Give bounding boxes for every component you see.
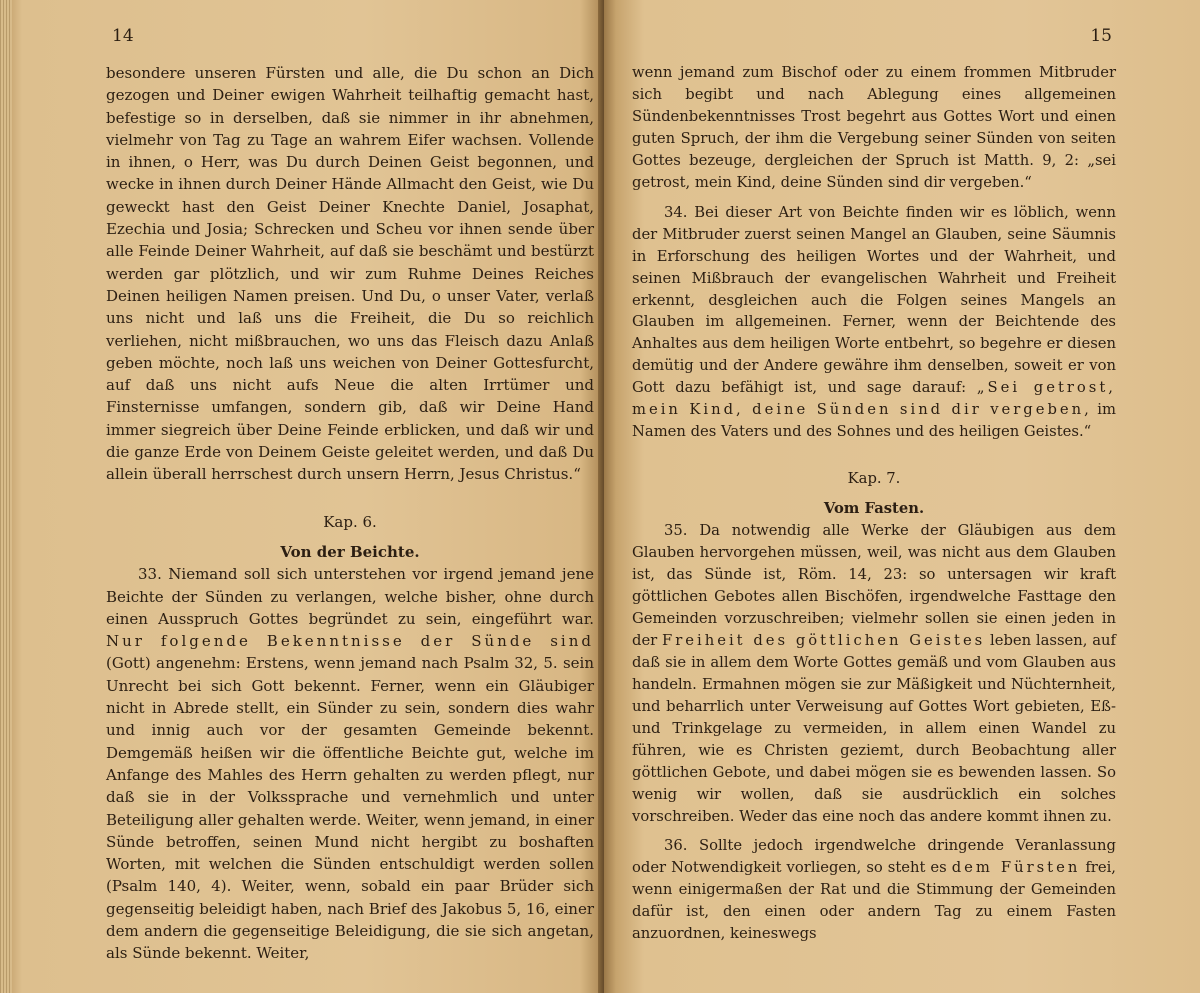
paragraph-33-continued: wenn jemand zum Bischof oder zu einem frommen Mitbruder sich begibt und nach Ablegung eines allgemeinen Sündenbekenntnisses Trost begehrt aus Gottes Wort und einen guten Spruch, der ihm die Vergebung seiner Sünden von seiten Gottes bezeuge, dergleichen der Spruch ist Matth. 9, 2: „sei getrost, mein Kind, deine Sünden sind dir vergeben.“ xyxy=(632,64,1116,191)
chapter-label-7: Kap. 7. xyxy=(847,470,901,488)
right-page xyxy=(604,0,1200,993)
chapter-label-6: Kap. 6. xyxy=(323,512,377,531)
page-number-right: 15 xyxy=(1090,26,1112,46)
left-page-text xyxy=(106,62,594,965)
paragraph-33: 33. Niemand soll sich unterstehen vor irgend jemand jene Beichte der Sünden zu verlangen, welche bisher, ohne durch einen Ausspruch Gottes begründet zu sein, eingeführt war. Nur folgende Bekenntnisse der Sünde sind (Gott) angenehm: Erstens, wenn jemand nach Psalm 32, 5. sein Unrecht bei sich Gott bekennt. Ferner, wenn ein Gläubiger nicht in Abrede stellt, ein Sünder zu sein, sondern dies wahr und innig auch vor der gesamten Gemeinde bekennt. Demgemäß heißen wir die öffentliche Beichte gut, welche im Anfange des Mahles des Herrn gehalten zu werden pflegt, nur daß sie in der Volkssprache und vernehmlich und unter Beteiligung aller gehalten werde. Weiter, wenn jemand, in einer Sünde betroffen, seinen Mund nicht hergibt zu boshaften Worten, mit welchen die Sünden entschuldigt werden sollen (Psalm 140, 4). Weiter, wenn, sobald ein paar Brüder sich gegenseitig beleidigt haben, nach Brief des Jakobus 5, 16, einer dem andern die gegenseitige Beleidigung, die sie sich angetan, als Sünde bekennt. Weiter, xyxy=(106,565,594,963)
paragraph-35: 35. Da notwendig alle Werke der Gläubigen aus dem Glauben hervorgehen müssen, weil, was nicht aus dem Glauben ist, das Sünde ist, Röm. 14, 23: so untersagen wir kraft göttlichen Gebotes allen Bischöfen, irgendwelche Fasttage den Gemeinden vorzuschreiben; vielmehr sollen sie einen jeden in der Freiheit des göttlichen Geistes leben lassen, auf daß sie in allem dem Worte Gottes gemäß und vom Glauben aus handeln. Ermahnen mögen sie zur Mäßigkeit und Nüchternheit, und beharrlich unter Verweisung auf Gottes Wort gebieten, Eß- und Trinkgelage zu vermeiden, in allem einen Wandel zu führen, wie es Christen geziemt, durch Beobachtung aller göttlichen Gebote, und dabei mögen sie es bewenden lassen. So wenig wir wollen, daß sie ausdrücklich ein solches vorschreiben. Weder das eine noch das andere kommt ihnen zu. xyxy=(632,522,1116,825)
chapter-title-6: Von der Beichte. xyxy=(280,542,420,561)
spaced-emphasis: „Sei getrost, mein Kind, deine Sünden sind dir vergeben, xyxy=(632,379,1116,419)
right-page-text xyxy=(632,62,1116,945)
prayer-paragraph: besondere unseren Fürsten und alle, die Du schon an Dich gezogen und Deiner ewigen Wahrheit teilhaftig gemacht hast, befestige so in derselben, daß sie nimmer in ihr abnehmen, vielmehr von Tag zu Tage an wahrem Eifer wachsen. Vollende in ihnen, o Herr, was Du durch Deinen Geist begonnen, und wecke in ihnen durch Deiner Hände Allmacht den Geist, wie Du geweckt hast den Geist Deiner Knechte Daniel, Josaphat, Ezechia und Josia; Schrecken und Scheu vor ihnen sende über alle Feinde Deiner Wahrheit, auf daß sie beschämt und bestürzt werden gar plötzlich, und wir zum Ruhme Deines Reiches Deinen heiligen Namen preisen. Und Du, o unser Vater, verlaß uns nicht und laß uns die Freiheit, die Du so reichlich verliehen, nicht mißbrauchen, wo uns das Fleisch dazu Anlaß geben möchte, noch laß uns weichen von Deiner Gottesfurcht, auf daß uns nicht aufs Neue die alten Irrtümer und Finsternisse umfangen, sondern gib, daß wir Deine Hand immer siegreich über Deine Feinde erblicken, und daß wir und die ganze Erde von Deinem Geiste geleitet werden, und daß Du allein überall herrschest durch unsern Herrn, Jesus Christus.“ xyxy=(106,64,594,484)
spaced-emphasis: dem Fürsten xyxy=(951,859,1081,877)
paragraph-34: 34. Bei dieser Art von Beichte finden wir es löblich, wenn der Mitbruder zuerst seinen Mangel an Glauben, seine Säumnis in Erforschung des heiligen Wortes und der Wahrheit, und seinen Mißbrauch der evangelischen Wahrheit und Freiheit erkennt, desgleichen auch die Folgen seines Mangels an Glauben im allgemeinen. Ferner, wenn der Beichtende des Anhaltes aus dem heiligen Worte entbehrt, so begehre er diesen demütig und der Andere gewähre ihm denselben, soweit er von Gott dazu befähigt ist, und sage darauf: „Sei getrost, mein Kind, deine Sünden sind dir vergeben, im Namen des Vaters und des Sohnes und des heiligen Geistes.“ xyxy=(632,203,1116,441)
page-number-left: 14 xyxy=(112,26,134,46)
page-edges xyxy=(0,0,12,993)
paragraph-36: 36. Sollte jedoch irgendwelche dringende Veranlassung oder Notwendigkeit vorliegen, so steht es dem Fürsten frei, wenn einigermaßen der Rat und die Stimmung der Gemeinden dafür ist, den einen oder andern Tag zu einem Fasten anzuordnen, keineswegs xyxy=(632,837,1116,943)
spaced-emphasis: Freiheit des göttlichen Geistes xyxy=(662,631,986,649)
spaced-emphasis: Nur folgende Bekenntnisse der Sünde sind xyxy=(106,632,594,651)
chapter-title-7: Vom Fasten. xyxy=(823,500,925,518)
